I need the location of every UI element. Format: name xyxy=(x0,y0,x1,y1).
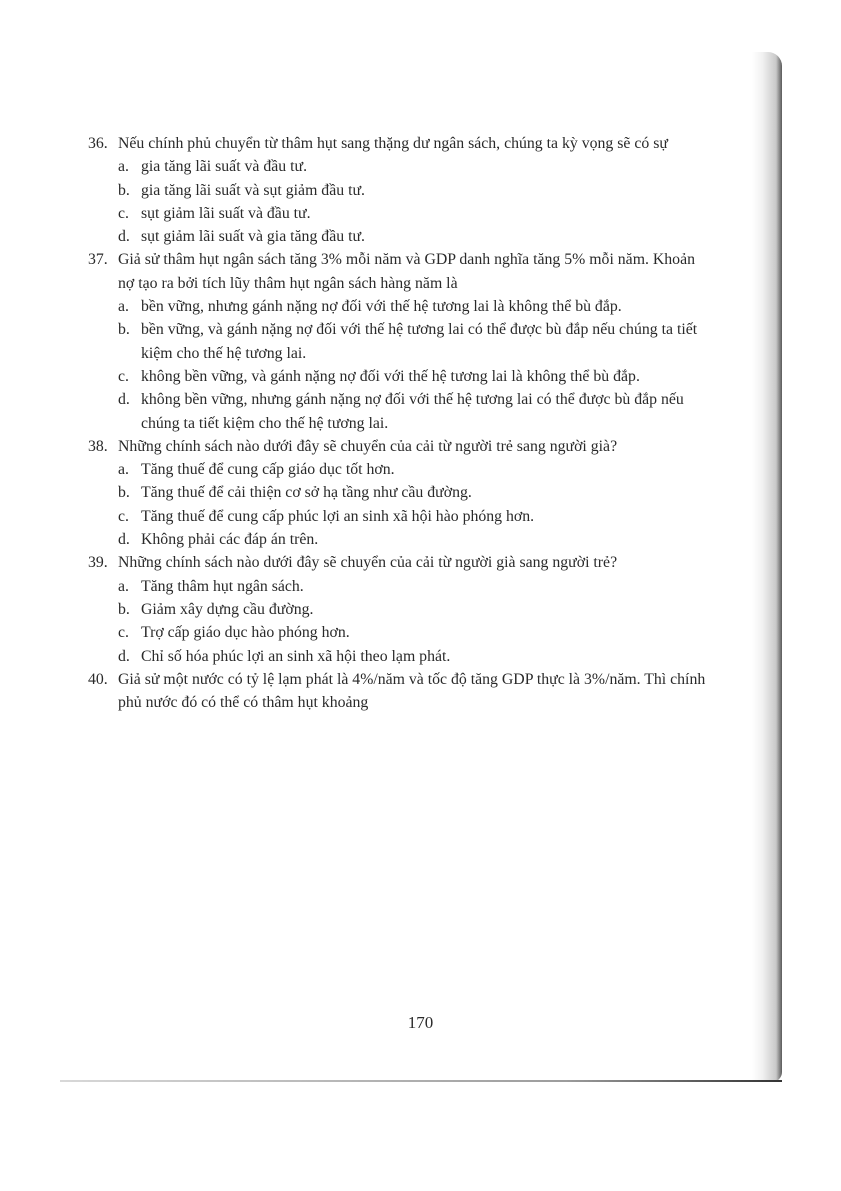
question-stem: Giả sử thâm hụt ngân sách tăng 3% mỗi năm và GDP danh nghĩa tăng 5% mỗi năm. Khoản nợ tạo ra bởi tích lũy thâm hụt ngân sách hàng năm là xyxy=(118,251,695,292)
page-edge-shadow xyxy=(752,52,782,1082)
option-text: Trợ cấp giáo dục hào phóng hơn. xyxy=(141,624,350,642)
option-letter: a. xyxy=(118,298,129,316)
option xyxy=(88,225,708,248)
option-letter: d. xyxy=(118,228,130,246)
question-number: 40. xyxy=(88,670,108,688)
question-number: 37. xyxy=(88,251,108,269)
question-number: 38. xyxy=(88,437,108,455)
option-letter: b. xyxy=(118,181,130,199)
option xyxy=(88,528,708,551)
option-letter: a. xyxy=(118,158,129,176)
option-letter: b. xyxy=(118,600,130,618)
option-letter: d. xyxy=(118,647,130,665)
option-letter: c. xyxy=(118,204,129,222)
option-text: không bền vững, và gánh nặng nợ đối với thế hệ tương lai là không thể bù đắp. xyxy=(141,367,640,385)
option xyxy=(88,575,708,598)
option-text: Tăng thâm hụt ngân sách. xyxy=(141,577,304,595)
option-letter: b. xyxy=(118,484,130,502)
option xyxy=(88,505,708,528)
option xyxy=(88,598,708,621)
option-text: Chỉ số hóa phúc lợi an sinh xã hội theo lạm phát. xyxy=(141,647,451,665)
option-text: sụt giảm lãi suất và gia tăng đầu tư. xyxy=(141,228,365,246)
option xyxy=(88,645,708,668)
option-letter: c. xyxy=(118,507,129,525)
option xyxy=(88,318,708,365)
question-40 xyxy=(88,668,708,715)
option xyxy=(88,458,708,481)
option-text: gia tăng lãi suất và đầu tư. xyxy=(141,158,308,176)
option-text: gia tăng lãi suất và sụt giảm đầu tư. xyxy=(141,181,365,199)
option-text: bền vững, và gánh nặng nợ đối với thế hệ tương lai có thể được bù đắp nếu chúng ta tiết kiệm cho thế hệ tương lai. xyxy=(141,321,698,362)
question-37 xyxy=(88,248,708,295)
question-stem: Những chính sách nào dưới đây sẽ chuyển của cải từ người già sang người trẻ? xyxy=(118,554,618,572)
question-38 xyxy=(88,435,708,458)
option xyxy=(88,365,708,388)
option xyxy=(88,388,708,435)
option-text: Không phải các đáp án trên. xyxy=(141,531,319,549)
option-letter: d. xyxy=(118,531,130,549)
option-text: không bền vững, nhưng gánh nặng nợ đối với thế hệ tương lai có thể được bù đắp nếu chúng ta tiết kiệm cho thế hệ tương lai. xyxy=(141,391,684,432)
question-stem: Những chính sách nào dưới đây sẽ chuyển của cải từ người trẻ sang người già? xyxy=(118,437,618,455)
option-text: sụt giảm lãi suất và đầu tư. xyxy=(141,204,311,222)
option-letter: b. xyxy=(118,321,130,339)
option-letter: d. xyxy=(118,391,130,409)
question-39 xyxy=(88,551,708,574)
option-text: Tăng thuế để cung cấp phúc lợi an sinh xã hội hào phóng hơn. xyxy=(141,507,535,525)
option xyxy=(88,481,708,504)
option-text: Tăng thuế để cải thiện cơ sở hạ tầng như cầu đường. xyxy=(141,484,472,502)
question-stem: Giả sử một nước có tỷ lệ lạm phát là 4%/năm và tốc độ tăng GDP thực là 3%/năm. Thì chính phủ nước đó có thể có thâm hụt khoảng xyxy=(118,670,706,712)
question-36 xyxy=(88,132,708,155)
question-number: 36. xyxy=(88,135,108,152)
page-bottom-edge xyxy=(60,1080,782,1082)
option xyxy=(88,295,708,318)
option xyxy=(88,155,708,178)
option-letter: a. xyxy=(118,577,129,595)
page-number: 170 xyxy=(407,1013,434,1032)
question-stem: Nếu chính phủ chuyển từ thâm hụt sang thặng dư ngân sách, chúng ta kỳ vọng sẽ có sự xyxy=(118,135,668,152)
question-number: 39. xyxy=(88,554,108,572)
option-text: Tăng thuế để cung cấp giáo dục tốt hơn. xyxy=(141,461,395,479)
option-letter: a. xyxy=(118,461,129,479)
option-text: bền vững, nhưng gánh nặng nợ đối với thế hệ tương lai là không thể bù đắp. xyxy=(141,298,622,316)
option xyxy=(88,179,708,202)
question-list xyxy=(88,132,708,714)
option xyxy=(88,202,708,225)
option-letter: c. xyxy=(118,367,129,385)
option xyxy=(88,621,708,644)
option-letter: c. xyxy=(118,624,129,642)
option-text: Giảm xây dựng cầu đường. xyxy=(141,600,314,618)
